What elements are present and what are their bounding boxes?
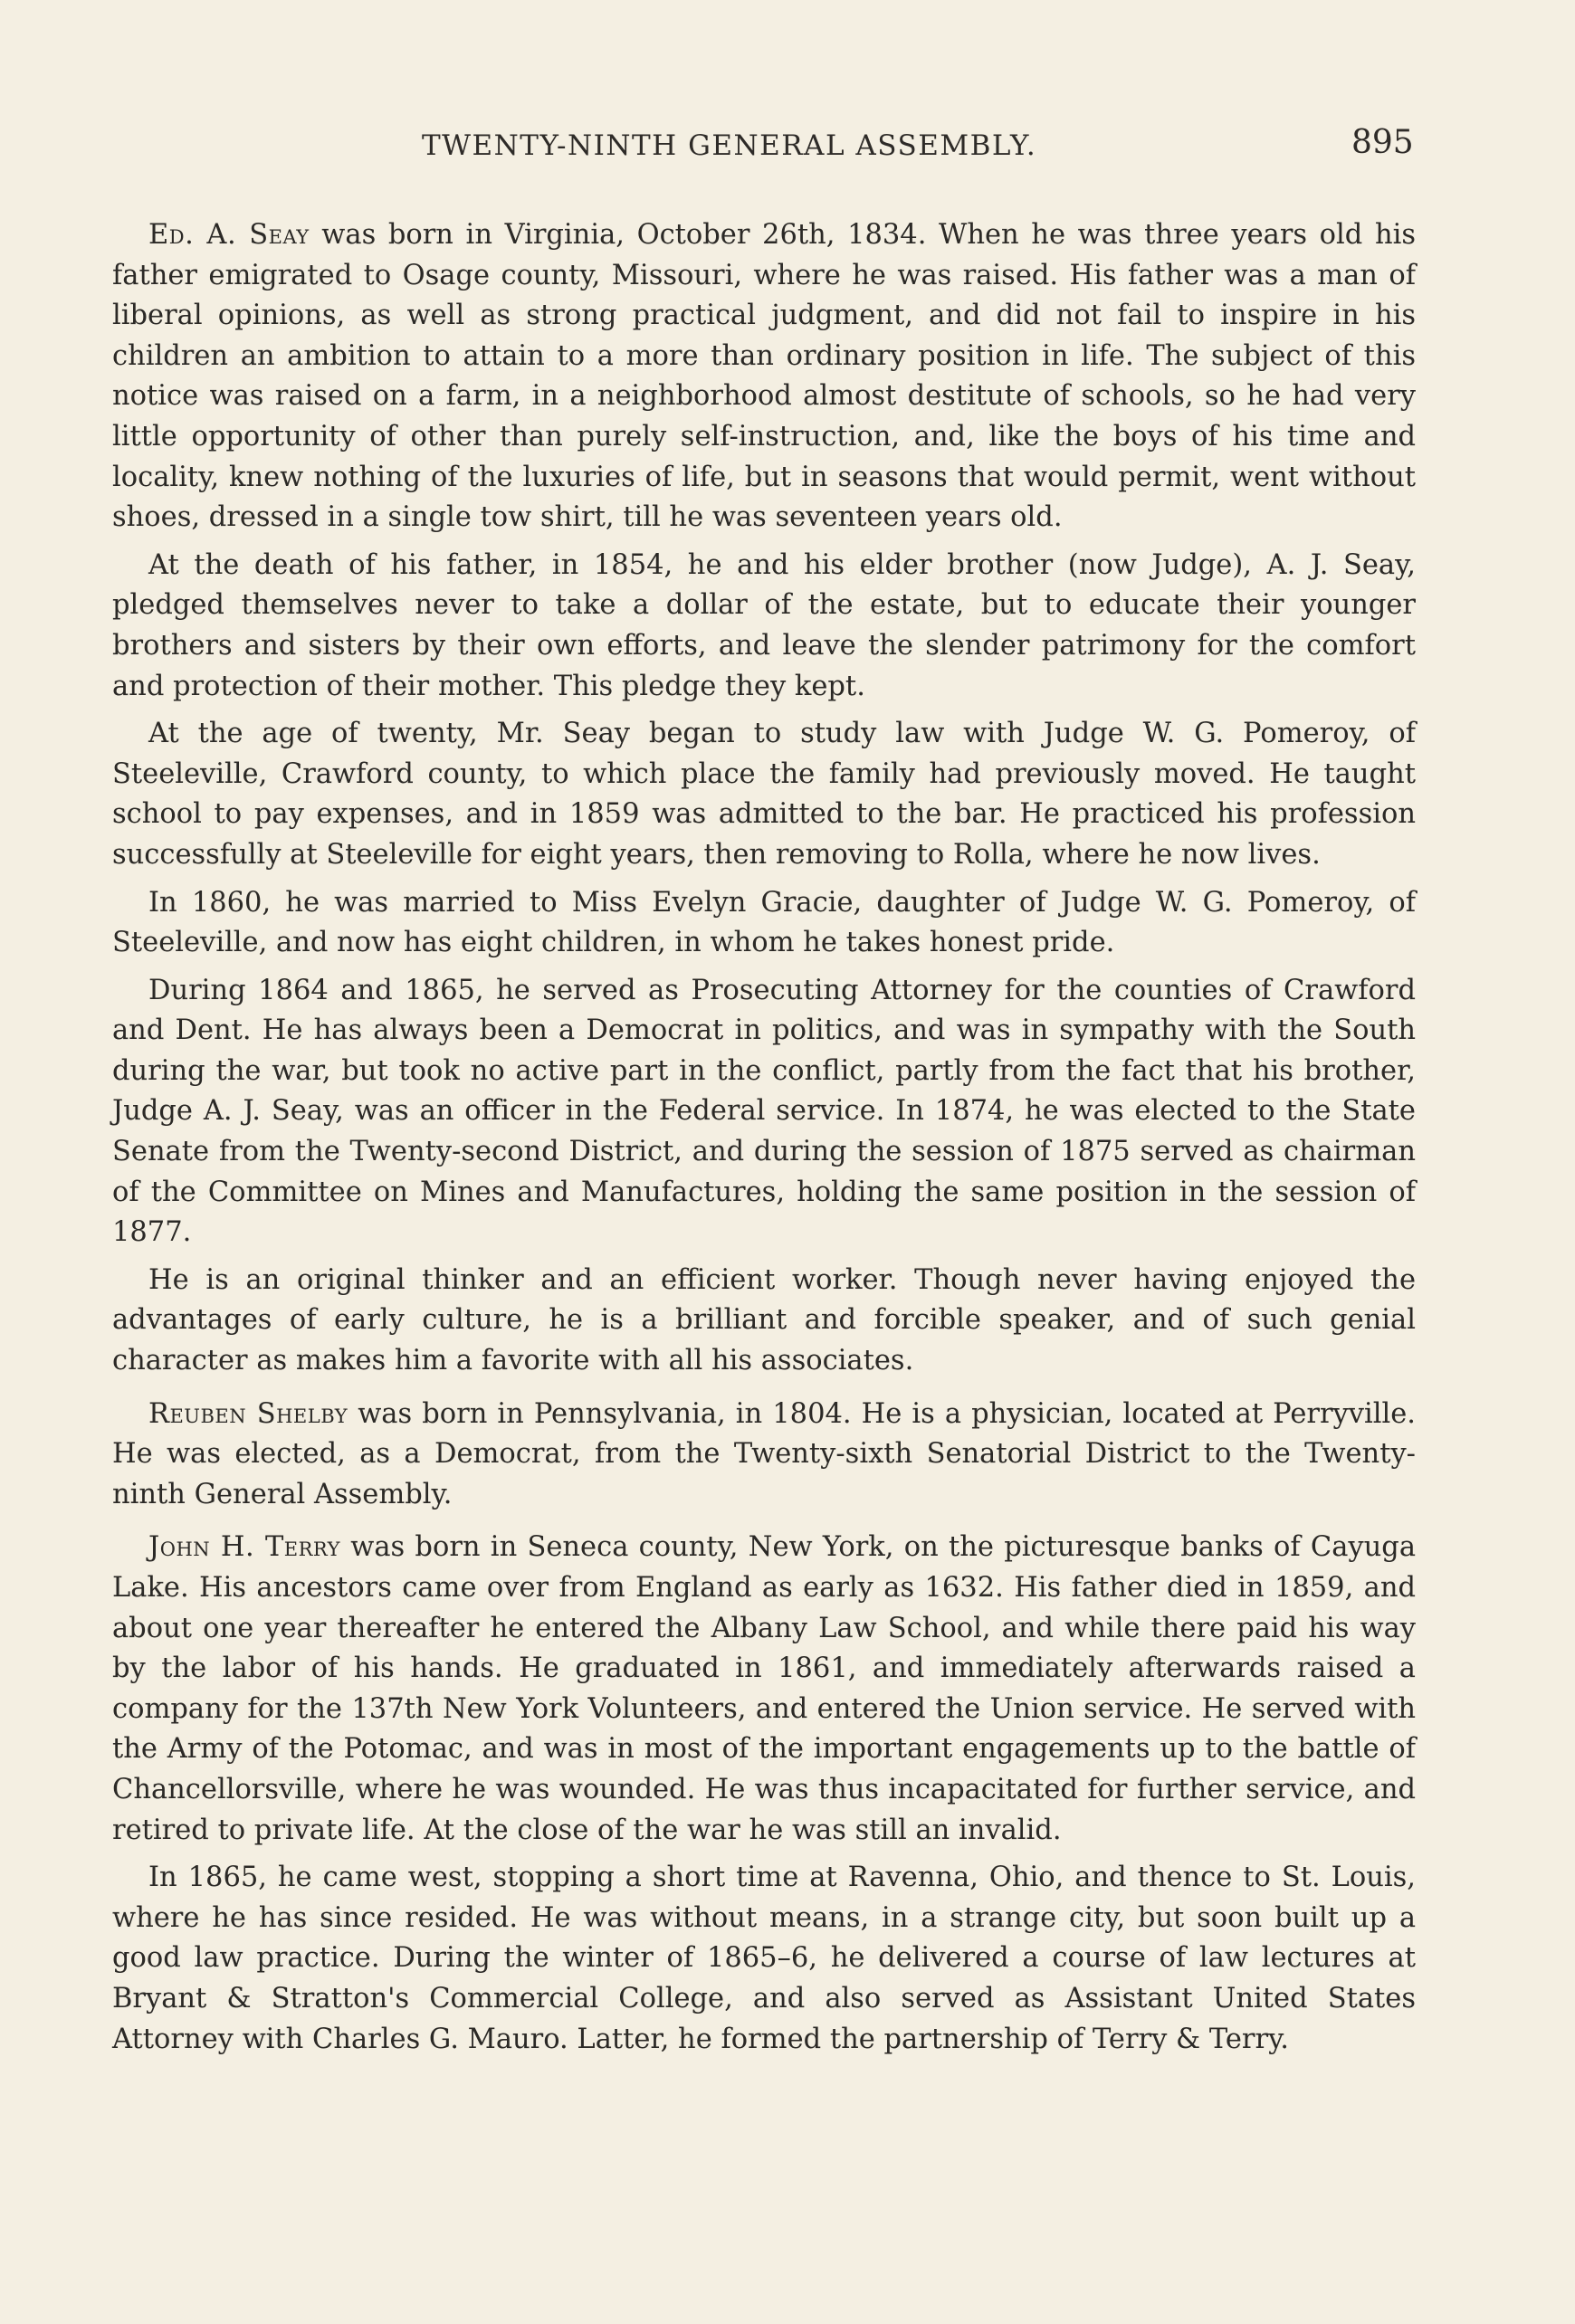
terry-paragraph-1-text: was born in Seneca county, New York, on the picturesque banks of Cayuga Lake. His ancestors came over from England as early as 1632. His father died in 1859, and about one year thereafter he entered the Albany Law School, and while there paid his way by the labor of his hands. He graduated in 1861, and immediately afterwards raised a company for the 137th New York Volunteers, and entered the Union service. He served with the Army of the Potomac, and was in most of the important engagements up to the battle of Chancellorsville, where he was wounded. He was thus incapacitated for further service, and retired to private life. At the close of the war he was still an invalid.: [112, 1531, 1417, 1846]
seay-paragraph-1: [112, 215, 1416, 538]
seay-paragraph-6: He is an original thinker and an efficient worker. Though never having enjoyed the advantages of early culture, he is a brilliant and forcible speaker, and of such genial character as makes him a favorite with all his associates.: [112, 1263, 1416, 1377]
seay-paragraph-5: During 1864 and 1865, he served as Prosecuting Attorney for the counties of Crawford and Dent. He has always been a Democrat in politics, and was in sympathy with the South during the war, but took no active part in the conflict, partly from the fact that his brother, Judge A. J. Seay, was an officer in the Federal service. In 1874, he was elected to the State Senate from the Twenty-second District, and during the session of 1875 served as chairman of the Committee on Mines and Manufactures, holding the same position in the session of 1877.: [112, 974, 1416, 1249]
shelby-name: Reuben Shelby: [148, 1397, 348, 1430]
seay-paragraph-4: In 1860, he was married to Miss Evelyn Gracie, daughter of Judge W. G. Pomeroy, of Steeleville, and now has eight children, in whom he takes honest pride.: [112, 886, 1416, 959]
seay-name: Ed. A. Seay: [148, 219, 310, 251]
terry-paragraph-1: [112, 1528, 1416, 1851]
shelby-paragraph-1-text: was born in Pennsylvania, in 1804. He is a physician, located at Perryville. He was elected, as a Democrat, from the Twenty-sixth Senatorial District to the Twenty-ninth General Assembly.: [112, 1397, 1417, 1510]
shelby-paragraph-1: [112, 1395, 1416, 1516]
page-header: [0, 124, 1575, 175]
page-number: 895: [1351, 124, 1414, 161]
body-text: [112, 215, 1416, 2067]
running-head: TWENTY-NINTH GENERAL ASSEMBLY.: [422, 129, 1037, 162]
seay-paragraph-2: At the death of his father, in 1854, he and his elder brother (now Judge), A. J. Seay, pledged themselves never to take a dollar of the estate, but to educate their younger brothers and sisters by their own efforts, and leave the slender patrimony for the comfort and protection of their mother. This pledge they kept.: [112, 548, 1416, 702]
seay-paragraph-1-text: was born in Virginia, October 26th, 1834. When he was three years old his father emigrated to Osage county, Missouri, where he was raised. His father was a man of liberal opinions, as well as strong practical judgment, and did not fail to inspire in his children an ambition to attain to a more than ordinary position in life. The subject of this notice was raised on a farm, in a neighborhood almost destitute of schools, so he had very little opportunity of other than purely self-instruction, and, like the boys of his time and locality, knew nothing of the luxuries of life, but in seasons that would permit, went without shoes, dressed in a single tow shirt, till he was seventeen years old.: [112, 219, 1416, 534]
terry-paragraph-2: In 1865, he came west, stopping a short time at Ravenna, Ohio, and thence to St. Louis, where he has since resided. He was without means, in a strange city, but soon built up a good law practice. During the winter of 1865–6, he delivered a course of law lectures at Bryant & Stratton's Commercial College, and also served as Assistant United States Attorney with Charles G. Mauro. Latter, he formed the partnership of Terry & Terry.: [112, 1862, 1416, 2055]
terry-name: John H. Terry: [148, 1531, 340, 1564]
seay-paragraph-3: At the age of twenty, Mr. Seay began to study law with Judge W. G. Pomeroy, of Steeleville, Crawford county, to which place the family had previously moved. He taught school to pay expenses, and in 1859 was admitted to the bar. He practiced his profession successfully at Steeleville for eight years, then removing to Rolla, where he now lives.: [112, 718, 1416, 871]
